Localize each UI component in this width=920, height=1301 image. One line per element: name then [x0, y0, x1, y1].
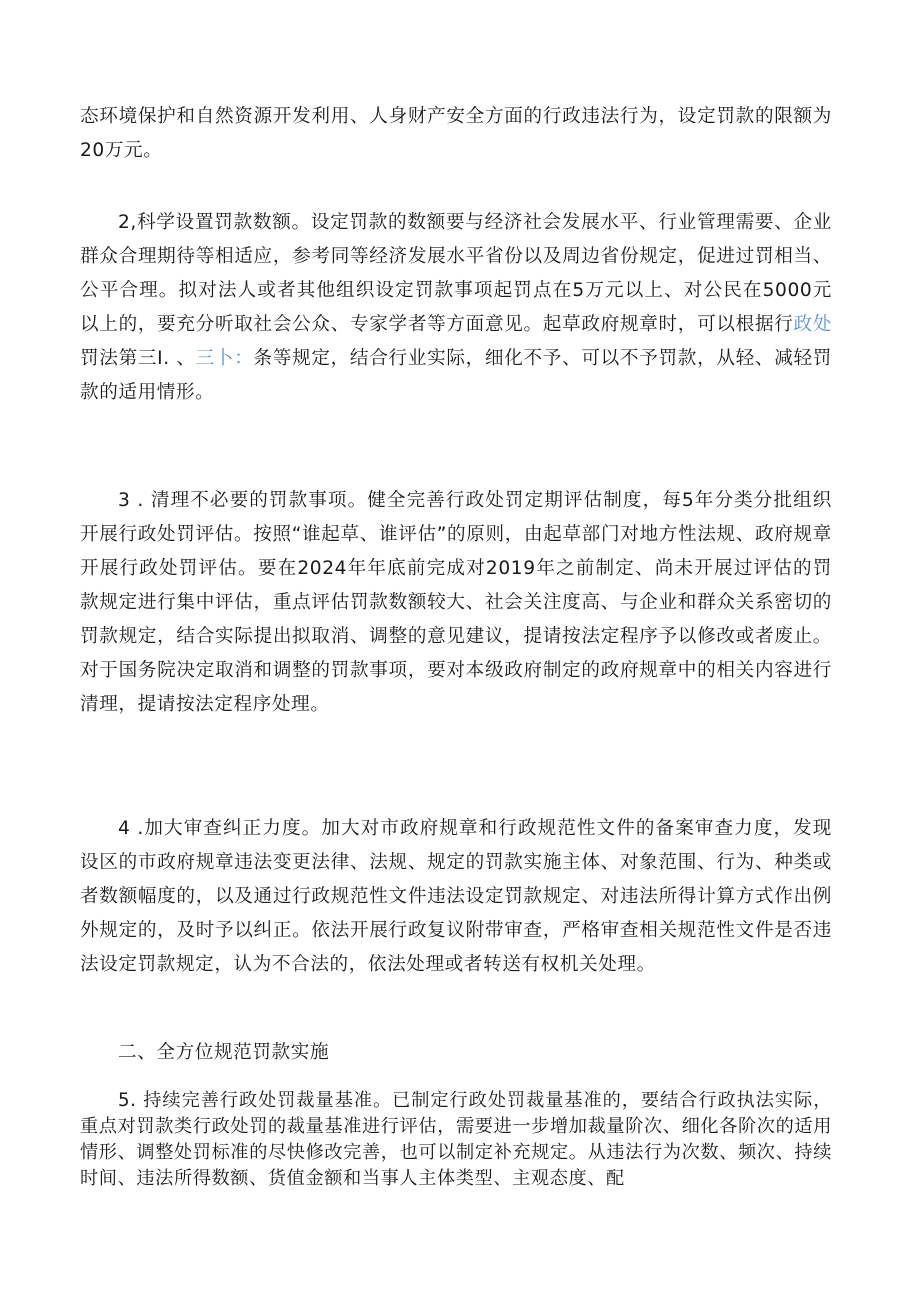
paragraph-text: 5. 持续完善行政处罚裁量基准。已制定行政处罚裁量基准的，要结合行政执法实际，重点对罚款类行政处罚的裁量基准进行评估，需要进一步增加裁量阶次、细化各阶次的适用情形、调整处罚标准的尽快修改完善，也可以制定补充规定。从违法行为次数、频次、持续时间、违法所得数额、货值金额和当事人主体类型、主观态度、配 [80, 1090, 832, 1189]
section-heading [118, 1036, 329, 1070]
paragraph-text: 3 . 清理不必要的罚款事项。健全完善行政处罚定期评估制度，每5年分类分批组织开展行政处罚评估。按照“谁起草、谁评估”的原则，由起草部门对地方性法规、政府规章开展行政处罚评估。要在2024年年底前完成对2019年之前制定、尚未开展过评估的罚款规定进行集中评估，重点评估罚款数额较大、社会关注度高、与企业和群众关系密切的罚款规定，结合实际提出拟取消、调整的意见建议，提请按法定程序予以修改或者废止。对于国务院决定取消和调整的罚款事项，要对本级政府制定的政府规章中的相关内容进行清理，提请按法定程序处理。 [80, 490, 832, 715]
paragraph-4-review [80, 812, 832, 982]
paragraph-2-fine-amounts [80, 206, 832, 410]
section-title: 二、全方位规范罚款实施 [118, 1042, 330, 1063]
highlighted-text: 政处 [793, 314, 833, 335]
paragraph-text: 罚法第三I. 、 [80, 348, 196, 369]
paragraph-text: 4 .加大审查纠正力度。加大对市政府规章和行政规范性文件的备案审查力度，发现设区的市政府规章违法变更法律、法规、规定的罚款实施主体、对象范围、行为、种类或者数额幅度的，以及通过行政规范性文件违法设定罚款规定、对违法所得计算方式作出例外规定的，及时予以纠正。依法开展行政复议附带审查，严格审查相关规范性文件是否违法设定罚款规定，认为不合法的，依法处理或者转送有权机关处理。 [80, 818, 832, 975]
paragraph-text: 2,科学设置罚款数额。设定罚款的数额要与经济社会发展水平、行业管理需要、企业群众合理期待等相适应，参考同等经济发展水平省份以及周边省份规定，促进过罚相当、公平合理。拟对法人或者其他组织设定罚款事项起罚点在5万元以上、对公民在5000元以上的，要充分听取社会公众、专家学者等方面意见。起草政府规章时，可以根据行 [80, 212, 832, 335]
paragraph-continuation [80, 100, 832, 168]
paragraph-text: 条等规定，结合行业实际，细化不予、可以不予罚款，从轻、减轻罚款的适用情形。 [80, 348, 832, 403]
paragraph-3-cleanup [80, 484, 832, 722]
highlighted-text: 三卜： [195, 348, 254, 369]
paragraph-text: 态环境保护和自然资源开发利用、人身财产安全方面的行政违法行为，设定罚款的限额为20万元。 [80, 106, 832, 161]
paragraph-5-discretion [80, 1088, 832, 1192]
